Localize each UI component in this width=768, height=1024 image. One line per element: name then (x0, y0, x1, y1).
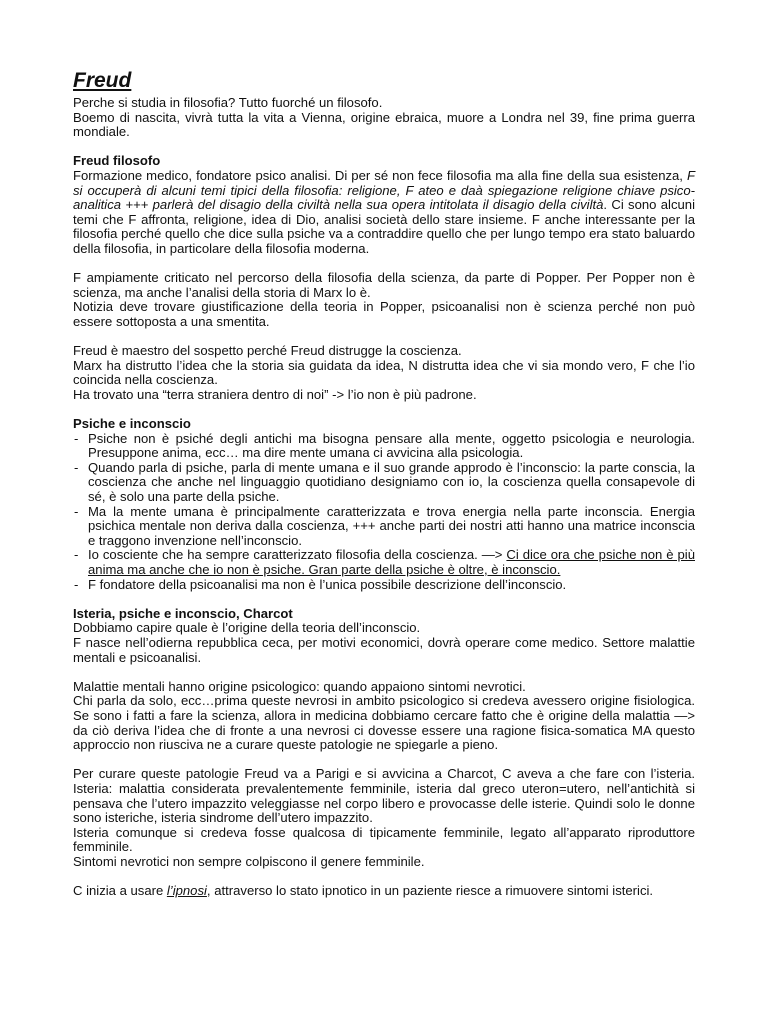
isteria-paragraph-1: Dobbiamo capire quale è l’origine della teoria dell’inconscio. (73, 620, 421, 636)
charcot-paragraph: Per curare queste patologie Freud va a Parigi e si avvicina a Charcot, C aveva a che fare con l’isteria. Isteria: malattia considerata prevalentemente femminile, isteria dal greco uteron=utero, nell’antichità si pensava che l’utero impazzito veleggiasse nel corpo libero e provocasse delle isterie. Quindi solo le donne sono isteriche, isteria sindrome dell’utero impazzito. (73, 766, 695, 826)
isteria-femminile-paragraph: Isteria comunque si credeva fosse qualcosa di tipicamente femminile, legato all’apparato riproduttore femminile. (73, 824, 695, 855)
list-item: - F fondatore della psicoanalisi ma non è l’unica possibile descrizione dell’inconscio. (73, 578, 695, 593)
section-heading-isteria: Isteria, psiche e inconscio, Charcot (73, 605, 293, 621)
sintomi-nevrotici-paragraph: Sintomi nevrotici non sempre colpiscono il genere femminile. (73, 853, 425, 869)
nevrosi-paragraph: Chi parla da solo, ecc…prima queste nevrosi in ambito psicologico si credeva avessero origine fisiologica. Se sono i fatti a fare la scienza, allora in medicina dobbiamo cercare fatto che è origine della malattia —> da ciò deriva l’idea che di fronte a una nevrosi ci dovesse essere una ragione fisica-somatica MA questo approccio non riusciva ne a curare queste patologie ne spiegarle a pieno. (73, 693, 695, 753)
freud-filosofo-paragraph: Formazione medico, fondatore psico analisi. Di per sé non fece filosofia ma alla fine della sua esistenza, F si occuperà di alcuni temi tipici della filosofia: religione, F ateo e daà spiegazione religione chiave psico-analitica +++ parlerà del disagio della civiltà nella sua opera intitolata il disagio della civiltà. Ci sono alcuni temi che F affronta, religione, idea di Dio, analisi società dello stare insieme. F anche interessante per la filosofia perché quello che dice sulla psiche va a contraddire quello che per lungo tempo era stato baluardo della filosofia, in particolare della filosofia moderna. (73, 167, 695, 256)
psiche-list (73, 432, 695, 593)
intro-paragraph-1: Perche si studia in filosofia? Tutto fuorché un filosofo. (73, 95, 383, 110)
list-item: - Psiche non è psiché degli antichi ma bisogna pensare alla mente, oggetto psicologia e neurologia. Presuppone anima, ecc… ma dire mente umana ci avvicina alla psicologia. (73, 432, 695, 461)
maestro-sospetto-paragraph: Freud è maestro del sospetto perché Freud distrugge la coscienza. (73, 343, 462, 359)
malattie-mentali-paragraph: Malattie mentali hanno origine psicologico: quando appaiono sintomi nevrotici. (73, 678, 526, 694)
terra-straniera-paragraph: Ha trovato una “terra straniera dentro di noi” -> l’io non è più padrone. (73, 386, 477, 402)
popper-paragraph: F ampiamente criticato nel percorso della filosofia della scienza, da parte di Popper. Per Popper non è scienza, ma anche l’analisi della storia di Marx lo è. (73, 270, 695, 300)
popper-smentita-paragraph: Notizia deve trovare giustificazione della teoria in Popper, psicoanalisi non è scienza perché non può essere sottoposta a una smentita. (73, 299, 695, 329)
list-item: - Ma la mente umana è principalmente caratterizzata e trova energia nella parte inconscia. Energia psichica mentale non deriva dalla coscienza, +++ anche parti dei nostri atti hanno una matrice inconscia e traggono invenzione nell’inconscio. (73, 505, 695, 549)
page-title: Freud (73, 69, 132, 92)
isteria-paragraph-2: F nasce nell’odierna repubblica ceca, per motivi economici, dovrà operare come medico. Settore malattie mentali e psicoanalisi. (73, 634, 695, 665)
ipnosi-paragraph: C inizia a usare l’ipnosi, attraverso lo stato ipnotico in un paziente riesce a rimuovere sintomi isterici. (73, 883, 654, 899)
list-item: - Io cosciente che ha sempre caratterizzato filosofia della coscienza. —> Ci dice ora che psiche non è più anima ma anche che io non è psiche. Gran parte della psiche è oltre, è inconscio. (73, 548, 695, 577)
section-heading-psiche-inconscio: Psiche e inconscio (73, 416, 191, 432)
marx-paragraph: Marx ha distrutto l’idea che la storia sia guidata da idea, N distrutta idea che vi sia mondo vero, F che l’io coincida nella coscienza. (73, 357, 695, 388)
section-heading-freud-filosofo: Freud filosofo (73, 153, 161, 169)
document-page (73, 68, 695, 899)
intro-paragraph-2: Boemo di nascita, vivrà tutta la vita a Vienna, origine ebraica, muore a Londra nel 39, fine prima guerra mondiale. (73, 109, 695, 140)
list-item: - Quando parla di psiche, parla di mente umana e il suo grande approdo è l’inconscio: la parte conscia, la coscienza che anche nel linguaggio quotidiano designiamo con io, la coscienza quella consapevole di sé, è solo una parte della psiche. (73, 461, 695, 505)
